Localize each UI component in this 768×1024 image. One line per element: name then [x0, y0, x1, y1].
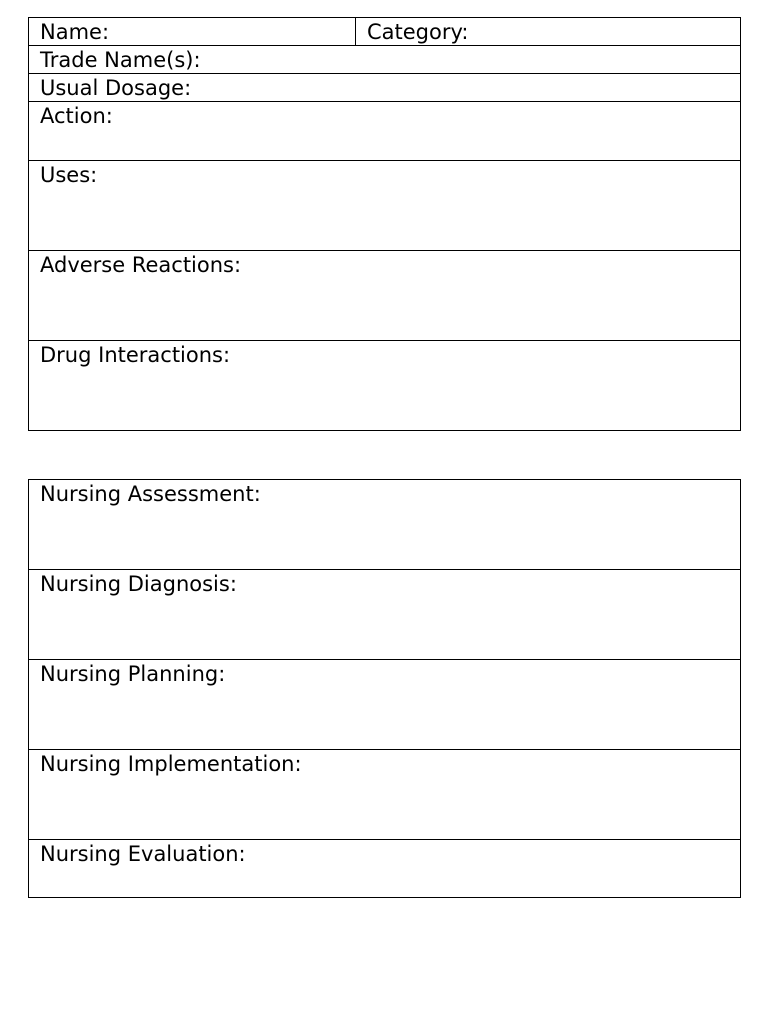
name-label: Name:: [40, 20, 110, 44]
usual-dosage-field[interactable]: [29, 74, 741, 102]
nursing-planning-field[interactable]: [29, 660, 741, 750]
category-field[interactable]: [356, 18, 741, 46]
nursing-evaluation-label: Nursing Evaluation:: [40, 842, 246, 866]
adverse-reactions-field[interactable]: [29, 251, 741, 341]
nursing-planning-label: Nursing Planning:: [40, 662, 226, 686]
category-label: Category:: [367, 20, 469, 44]
drug-interactions-label: Drug Interactions:: [40, 343, 231, 367]
usual-dosage-label: Usual Dosage:: [40, 76, 192, 100]
trade-names-field[interactable]: [29, 46, 741, 74]
uses-label: Uses:: [40, 163, 98, 187]
nursing-implementation-label: Nursing Implementation:: [40, 752, 302, 776]
nursing-process-table: [28, 479, 741, 898]
adverse-reactions-label: Adverse Reactions:: [40, 253, 242, 277]
nursing-diagnosis-field[interactable]: [29, 570, 741, 660]
nursing-diagnosis-label: Nursing Diagnosis:: [40, 572, 237, 596]
drug-info-table: [28, 17, 741, 431]
name-field[interactable]: [29, 18, 356, 46]
drug-interactions-field[interactable]: [29, 341, 741, 431]
nursing-evaluation-field[interactable]: [29, 840, 741, 898]
action-label: Action:: [40, 104, 113, 128]
action-field[interactable]: [29, 102, 741, 161]
uses-field[interactable]: [29, 161, 741, 251]
nursing-implementation-field[interactable]: [29, 750, 741, 840]
trade-names-label: Trade Name(s):: [40, 48, 201, 72]
nursing-assessment-field[interactable]: [29, 480, 741, 570]
nursing-assessment-label: Nursing Assessment:: [40, 482, 261, 506]
